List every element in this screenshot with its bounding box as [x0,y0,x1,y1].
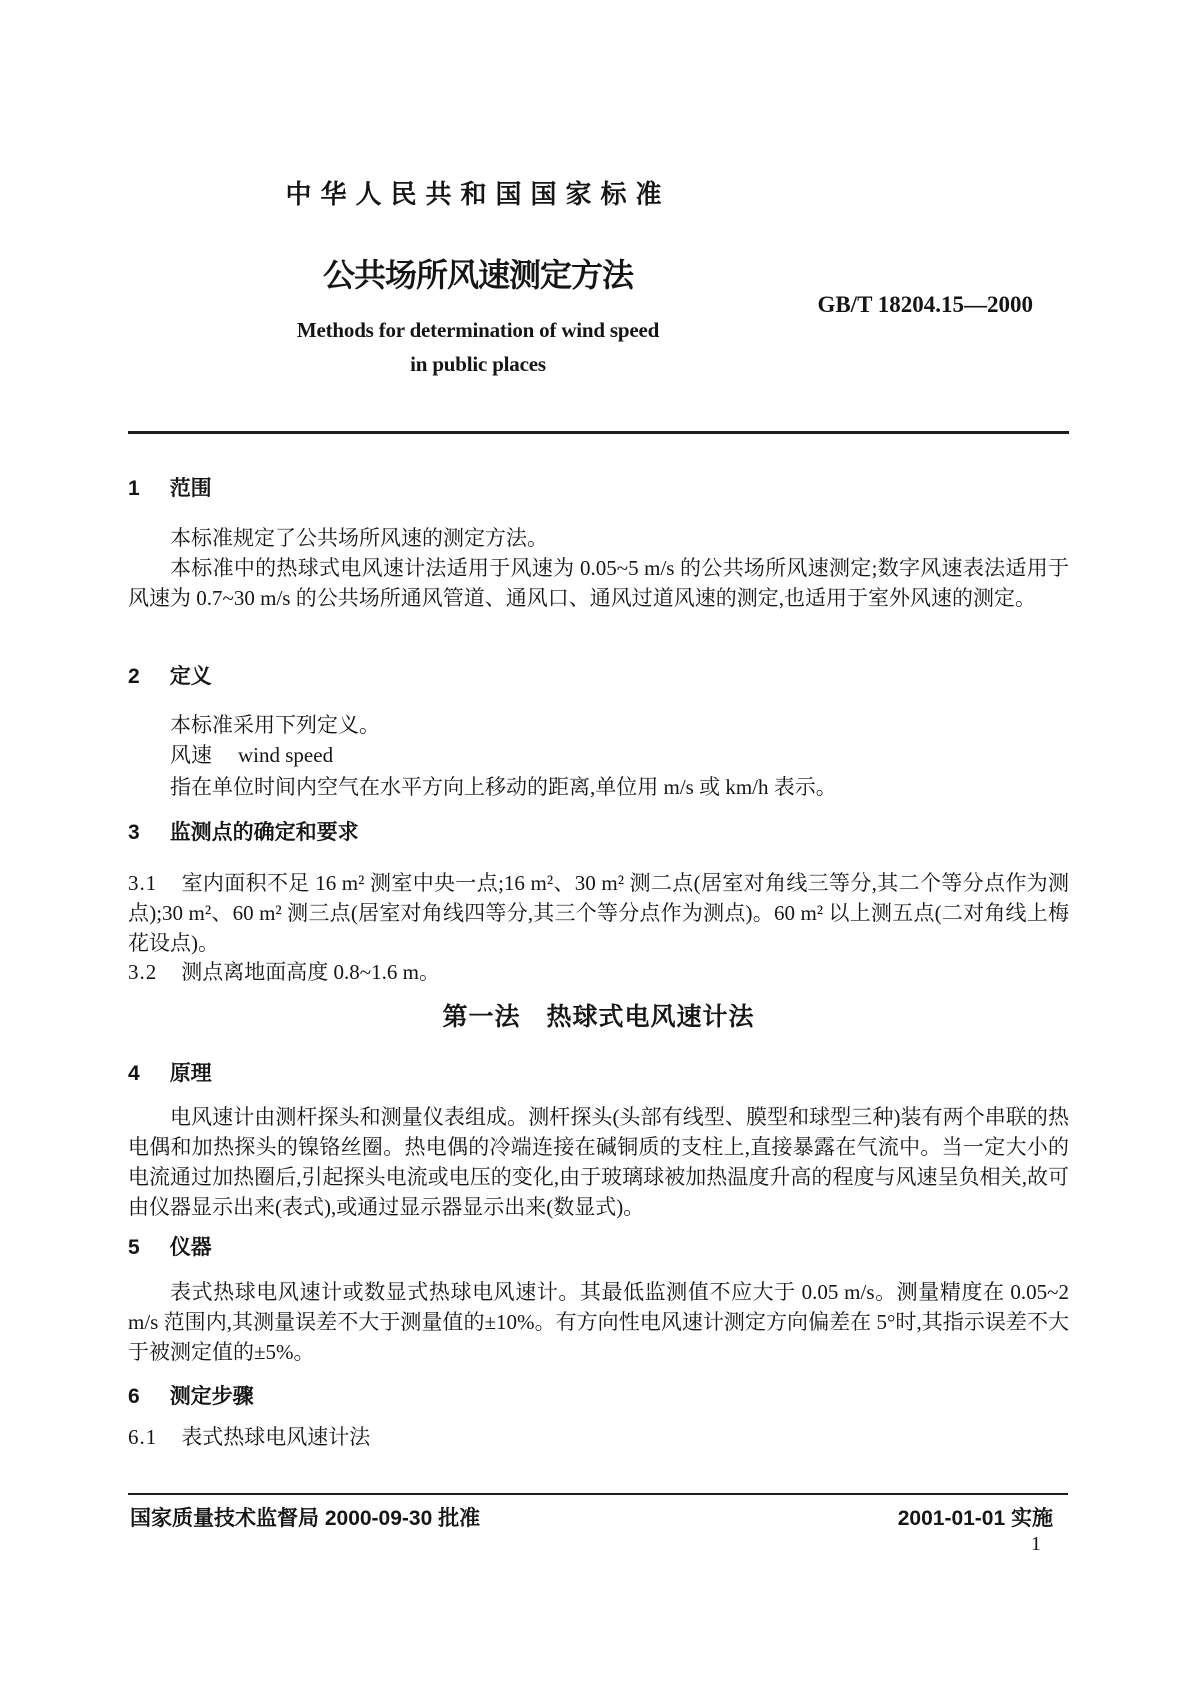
section-title: 监测点的确定和要求 [169,821,359,844]
clause-text: 测点离地面高度 0.8~1.6 m。 [181,960,440,984]
section-title: 原理 [169,1062,212,1085]
section-title: 定义 [169,665,212,688]
term-cn: 风速 [170,743,212,767]
approval-authority-line: 国家质量技术监督局 2000-09-30 批准 [130,1507,481,1530]
method-1-heading: 第一法 热球式电风速计法 [442,1003,755,1031]
section-3-heading [128,818,1069,848]
section-5-heading [128,1233,1069,1263]
section-2-paragraph-1: 本标准采用下列定义。 [170,713,380,737]
standard-number: GB/T 18204.15—2000 [817,292,1033,317]
section-1-heading [128,474,1069,504]
page-number: 1 [1031,1533,1041,1555]
section-1-paragraph-1: 本标准规定了公共场所风速的测定方法。 [170,526,548,550]
section-title: 测定步骤 [169,1385,254,1408]
header-divider-rule [128,431,1069,434]
clause-number: 6.1 [128,1425,158,1449]
document-title-cn: 公共场所风速测定方法 [322,257,633,293]
section-number: 6 [128,1385,140,1408]
clause-text: 室内面积不足 16 m² 测室中央一点;16 m²、30 m² 测二点(居室对角线三等分,其二个等分点作为测点);30 m²、60 m² 测三点(居室对角线四等分,其三个等分点作为测点)。60 m² 以上测五点(二对角线上梅花设点)。 [128,871,1069,955]
footer-divider-rule [128,1493,1068,1495]
national-standard-header: 中华人民共和国国家标准 [285,179,671,209]
section-number: 4 [128,1062,140,1085]
clause-number: 3.2 [128,960,158,984]
clause-3-2 [128,957,1069,987]
section-number: 5 [128,1236,140,1259]
section-6-heading [128,1382,1069,1412]
section-2-paragraph-2: 指在单位时间内空气在水平方向上移动的距离,单位用 m/s 或 km/h 表示。 [170,775,837,799]
section-number: 2 [128,665,140,688]
clause-number: 3.1 [128,871,158,895]
implementation-date-line: 2001-01-01 实施 [897,1507,1053,1530]
section-1-paragraph-2: 本标准中的热球式电风速计法适用于风速为 0.05~5 m/s 的公共场所风速测定;数字风速表法适用于风速为 0.7~30 m/s 的公共场所通风管道、通风口、通风过道风速的测定,也适用于室外风速的测定。 [128,556,1069,610]
clause-text: 表式热球电风速计法 [181,1425,371,1449]
term-en: wind speed [238,743,334,767]
clause-3-1 [128,868,1069,958]
section-5-paragraph-1: 表式热球电风速计或数显式热球电风速计。其最低监测值不应大于 0.05 m/s。测量精度在 0.05~2 m/s 范围内,其测量误差不大于测量值的±10%。有方向性电风速计测定方向偏差在 5°时,其指示误差不大于被测定值的±5%。 [128,1280,1069,1364]
section-2-heading [128,662,1069,692]
term-definition-line [128,740,1069,770]
section-title: 仪器 [169,1236,212,1259]
section-number: 1 [128,477,140,500]
section-4-paragraph-1: 电风速计由测杆探头和测量仪表组成。测杆探头(头部有线型、膜型和球型三种)装有两个串联的热电偶和加热探头的镍铬丝圈。热电偶的冷端连接在碱铜质的支柱上,直接暴露在气流中。当一定大小的电流通过加热圈后,引起探头电流或电压的变化,由于玻璃球被加热温度升高的程度与风速呈负相关,故可由仪器显示出来(表式),或通过显示器显示出来(数显式)。 [128,1105,1069,1219]
document-title-en-line1: Methods for determination of wind speed [296,318,660,342]
document-title-en-line2: in public places [410,352,546,376]
clause-6-1 [128,1422,1069,1452]
section-title: 范围 [169,477,212,500]
section-number: 3 [128,821,140,844]
section-4-heading [128,1059,1069,1089]
